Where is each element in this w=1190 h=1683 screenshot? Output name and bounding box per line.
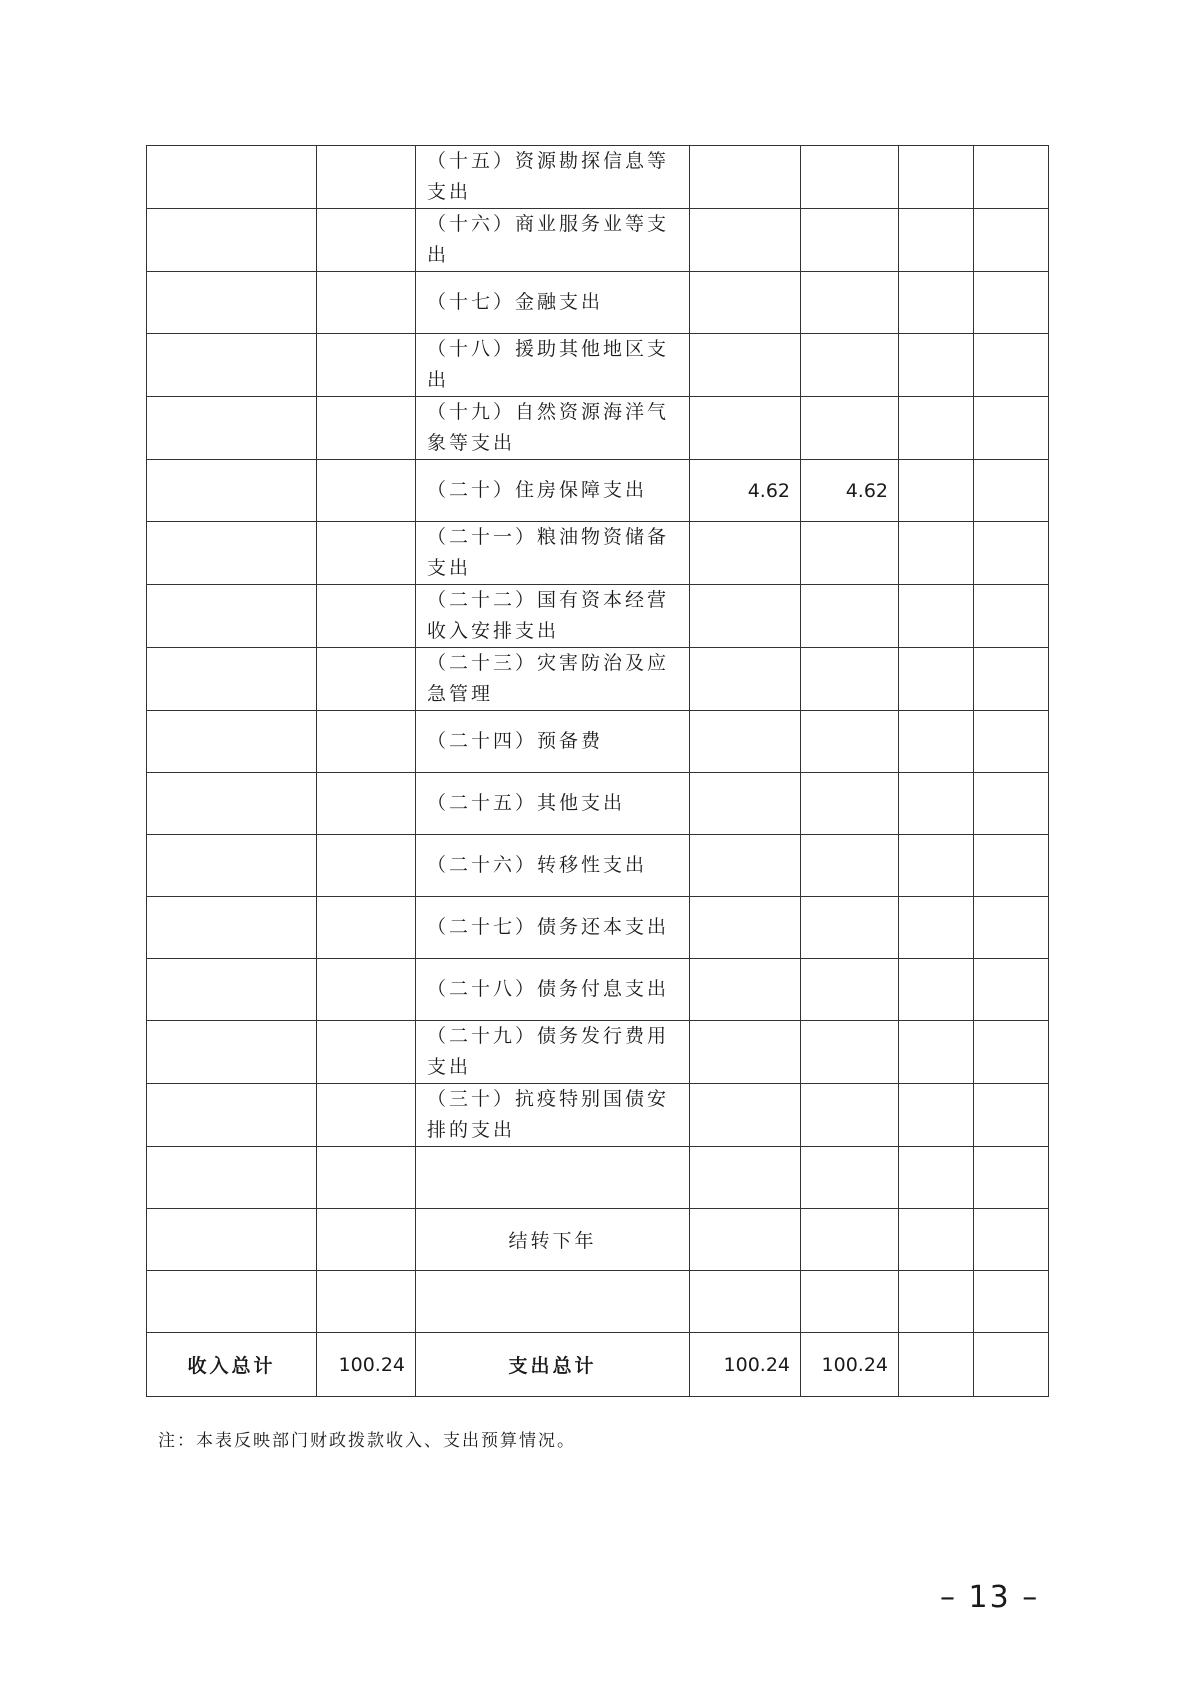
table-row bbox=[147, 1084, 1049, 1147]
expense-total-value: 100.24 bbox=[690, 1333, 801, 1397]
expense-total-value-2: 100.24 bbox=[801, 1333, 899, 1397]
value-cell bbox=[801, 397, 899, 460]
value-cell bbox=[801, 522, 899, 585]
value-cell bbox=[801, 272, 899, 334]
table-row bbox=[147, 835, 1049, 897]
value-cell bbox=[690, 209, 801, 272]
value-cell bbox=[690, 146, 801, 209]
table-row bbox=[147, 209, 1049, 272]
value-cell bbox=[801, 897, 899, 959]
item-cell: （二十八）债务付息支出 bbox=[416, 959, 690, 1021]
item-cell: （二十三）灾害防治及应急管理 bbox=[416, 648, 690, 711]
item-cell: （二十六）转移性支出 bbox=[416, 835, 690, 897]
value-cell bbox=[690, 897, 801, 959]
value-cell bbox=[801, 334, 899, 397]
table-row bbox=[147, 1147, 1049, 1209]
table-row bbox=[147, 773, 1049, 835]
value-cell bbox=[690, 334, 801, 397]
table-row bbox=[147, 460, 1049, 522]
page-number: – 13 – bbox=[940, 1580, 1040, 1615]
value-cell bbox=[801, 209, 899, 272]
table-row bbox=[147, 522, 1049, 585]
income-total-value: 100.24 bbox=[317, 1333, 416, 1397]
carryover-label: 结转下年 bbox=[416, 1209, 690, 1271]
value-cell bbox=[801, 1084, 899, 1147]
value-cell bbox=[801, 585, 899, 648]
table-row bbox=[147, 334, 1049, 397]
value-cell bbox=[690, 1084, 801, 1147]
table-row bbox=[147, 648, 1049, 711]
item-cell: （三十）抗疫特别国债安排的支出 bbox=[416, 1084, 690, 1147]
expense-total-label: 支出总计 bbox=[416, 1333, 690, 1397]
value-cell bbox=[690, 648, 801, 711]
table-row bbox=[147, 146, 1049, 209]
item-cell: （二十五）其他支出 bbox=[416, 773, 690, 835]
budget-table bbox=[146, 145, 1049, 1397]
value-cell bbox=[690, 959, 801, 1021]
item-cell: （十九）自然资源海洋气象等支出 bbox=[416, 397, 690, 460]
value-cell bbox=[801, 1021, 899, 1084]
carryover-row bbox=[147, 1209, 1049, 1271]
item-cell: （二十四）预备费 bbox=[416, 711, 690, 773]
table-row bbox=[147, 897, 1049, 959]
value-cell bbox=[801, 835, 899, 897]
table-row bbox=[147, 1271, 1049, 1333]
item-cell: （二十）住房保障支出 bbox=[416, 460, 690, 522]
value-cell bbox=[690, 397, 801, 460]
item-cell: （二十一）粮油物资储备支出 bbox=[416, 522, 690, 585]
total-row bbox=[147, 1333, 1049, 1397]
value-cell bbox=[690, 272, 801, 334]
value-cell bbox=[690, 585, 801, 648]
value-cell bbox=[690, 711, 801, 773]
item-cell: （二十九）债务发行费用支出 bbox=[416, 1021, 690, 1084]
value-cell bbox=[690, 522, 801, 585]
table-row bbox=[147, 397, 1049, 460]
item-cell: （十七）金融支出 bbox=[416, 272, 690, 334]
item-cell: （二十二）国有资本经营收入安排支出 bbox=[416, 585, 690, 648]
table-note: 注：本表反映部门财政拨款收入、支出预算情况。 bbox=[158, 1431, 576, 1451]
item-cell: （十六）商业服务业等支出 bbox=[416, 209, 690, 272]
value-cell: 4.62 bbox=[801, 460, 899, 522]
table-row bbox=[147, 959, 1049, 1021]
value-cell bbox=[690, 1021, 801, 1084]
value-cell bbox=[690, 835, 801, 897]
value-cell bbox=[801, 146, 899, 209]
value-cell bbox=[801, 648, 899, 711]
table-body bbox=[147, 146, 1049, 1397]
value-cell bbox=[690, 773, 801, 835]
income-total-label: 收入总计 bbox=[147, 1333, 317, 1397]
value-cell bbox=[801, 959, 899, 1021]
table-row bbox=[147, 1021, 1049, 1084]
value-cell bbox=[801, 711, 899, 773]
table-row bbox=[147, 272, 1049, 334]
item-cell: （二十七）债务还本支出 bbox=[416, 897, 690, 959]
table-row bbox=[147, 711, 1049, 773]
table-row bbox=[147, 585, 1049, 648]
value-cell: 4.62 bbox=[690, 460, 801, 522]
item-cell: （十五）资源勘探信息等支出 bbox=[416, 146, 690, 209]
item-cell: （十八）援助其他地区支出 bbox=[416, 334, 690, 397]
value-cell bbox=[801, 773, 899, 835]
